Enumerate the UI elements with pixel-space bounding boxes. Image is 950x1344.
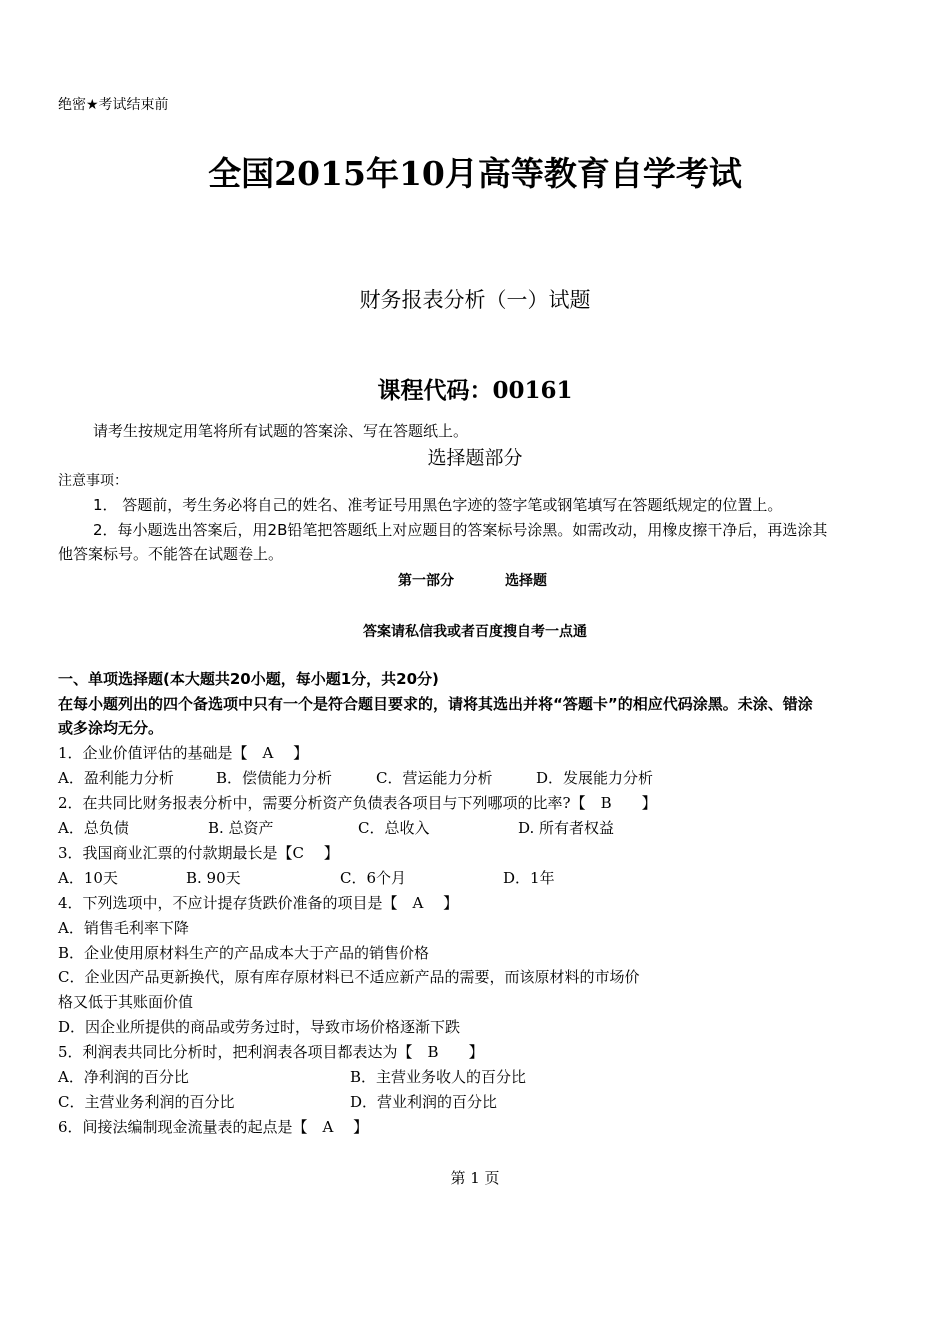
course-code: 课程代码：00161	[377, 377, 573, 404]
question-2-options	[58, 817, 938, 837]
option-b: B. 90天	[186, 869, 241, 887]
question-6-stem: 6．间接法编制现金流量表的起点是【 A 】	[58, 1118, 369, 1136]
option-d: D．1年	[503, 869, 555, 887]
option-c: C．总收入	[358, 819, 430, 837]
option-b: B．主营业务收人的百分比	[350, 1068, 527, 1086]
notes-label: 注意事项：	[58, 473, 128, 489]
exam-title: 全国2015年10月高等教育自学考试	[208, 154, 742, 193]
question-4-option-c-cont: 格又低于其账面价值	[58, 993, 194, 1011]
option-d: D．营业利润的百分比	[350, 1093, 498, 1111]
question-5-options-row2	[58, 1091, 938, 1111]
note-1: 1． 答题前，考生务必将自己的姓名、准考证号用黑色字迹的签字笔或钢笔填写在答题纸规定的位置上。	[93, 496, 783, 514]
option-d: D．发展能力分析	[536, 769, 654, 787]
single-choice-heading: 一、单项选择题(本大题共20小题，每小题1分，共20分)	[58, 670, 439, 688]
option-a: A．净利润的百分比	[58, 1068, 189, 1086]
question-4-option-a: A．销售毛利率下降	[58, 919, 189, 937]
single-choice-instruction-line2: 或多涂均无分。	[58, 719, 164, 737]
option-c: C．6个月	[340, 869, 407, 887]
question-5-stem: 5．利润表共同比分析时，把利润表各项目都表达为【 B 】	[58, 1043, 484, 1061]
question-5-options-row1	[58, 1066, 938, 1086]
option-a: A．盈利能力分析	[58, 769, 174, 787]
part-label: 第一部分	[398, 573, 454, 589]
exam-subtitle: 财务报表分析（一）试题	[359, 288, 591, 312]
option-b: B．偿债能力分析	[216, 769, 333, 787]
question-4-option-c: C．企业因产品更新换代，原有库存原材料已不适应新产品的需要，而该原材料的市场价	[58, 968, 640, 986]
option-b: B. 总资产	[208, 819, 274, 837]
secret-label: 绝密★考试结束前	[58, 97, 169, 113]
part-name: 选择题	[505, 573, 547, 589]
option-a: A．总负债	[58, 819, 129, 837]
note-2-line1: 2．每小题选出答案后，用2B铅笔把答题纸上对应题目的答案标号涂黑。如需改动，用橡皮擦干净后，再选涂其	[93, 521, 828, 539]
option-d: D. 所有者权益	[518, 819, 615, 837]
single-choice-instruction-line1: 在每小题列出的四个备选项中只有一个是符合题目要求的，请将其选出并将“答题卡”的相应代码涂黑。未涂、错涂	[58, 695, 813, 713]
question-4-option-b: B．企业使用原材料生产的产品成本大于产品的销售价格	[58, 944, 430, 962]
question-1-stem: 1．企业价值评估的基础是【 A 】	[58, 744, 309, 762]
page-number: 第 1 页	[450, 1169, 500, 1187]
question-3-stem: 3．我国商业汇票的付款期最长是【C 】	[58, 844, 339, 862]
option-a: A．10天	[58, 869, 118, 887]
section-heading: 选择题部分	[427, 447, 523, 469]
question-2-stem: 2．在共同比财务报表分析中，需要分析资产负债表各项目与下列哪项的比率?【 B 】	[58, 794, 657, 812]
question-4-option-d: D．因企业所提供的商品或劳务过时，导致市场价格逐渐下跌	[58, 1018, 461, 1036]
answer-ad: 答案请私信我或者百度搜自考一点通	[363, 624, 587, 640]
option-c: C．主营业务利润的百分比	[58, 1093, 235, 1111]
answer-instruction: 请考生按规定用笔将所有试题的答案涂、写在答题纸上。	[93, 422, 469, 440]
question-3-options	[58, 867, 938, 887]
option-c: C．营运能力分析	[376, 769, 493, 787]
note-2-line2: 他答案标号。不能答在试题卷上。	[58, 545, 284, 563]
question-1-options	[58, 767, 938, 787]
question-4-stem: 4．下列选项中，不应计提存货跌价准备的项目是【 A 】	[58, 894, 459, 912]
